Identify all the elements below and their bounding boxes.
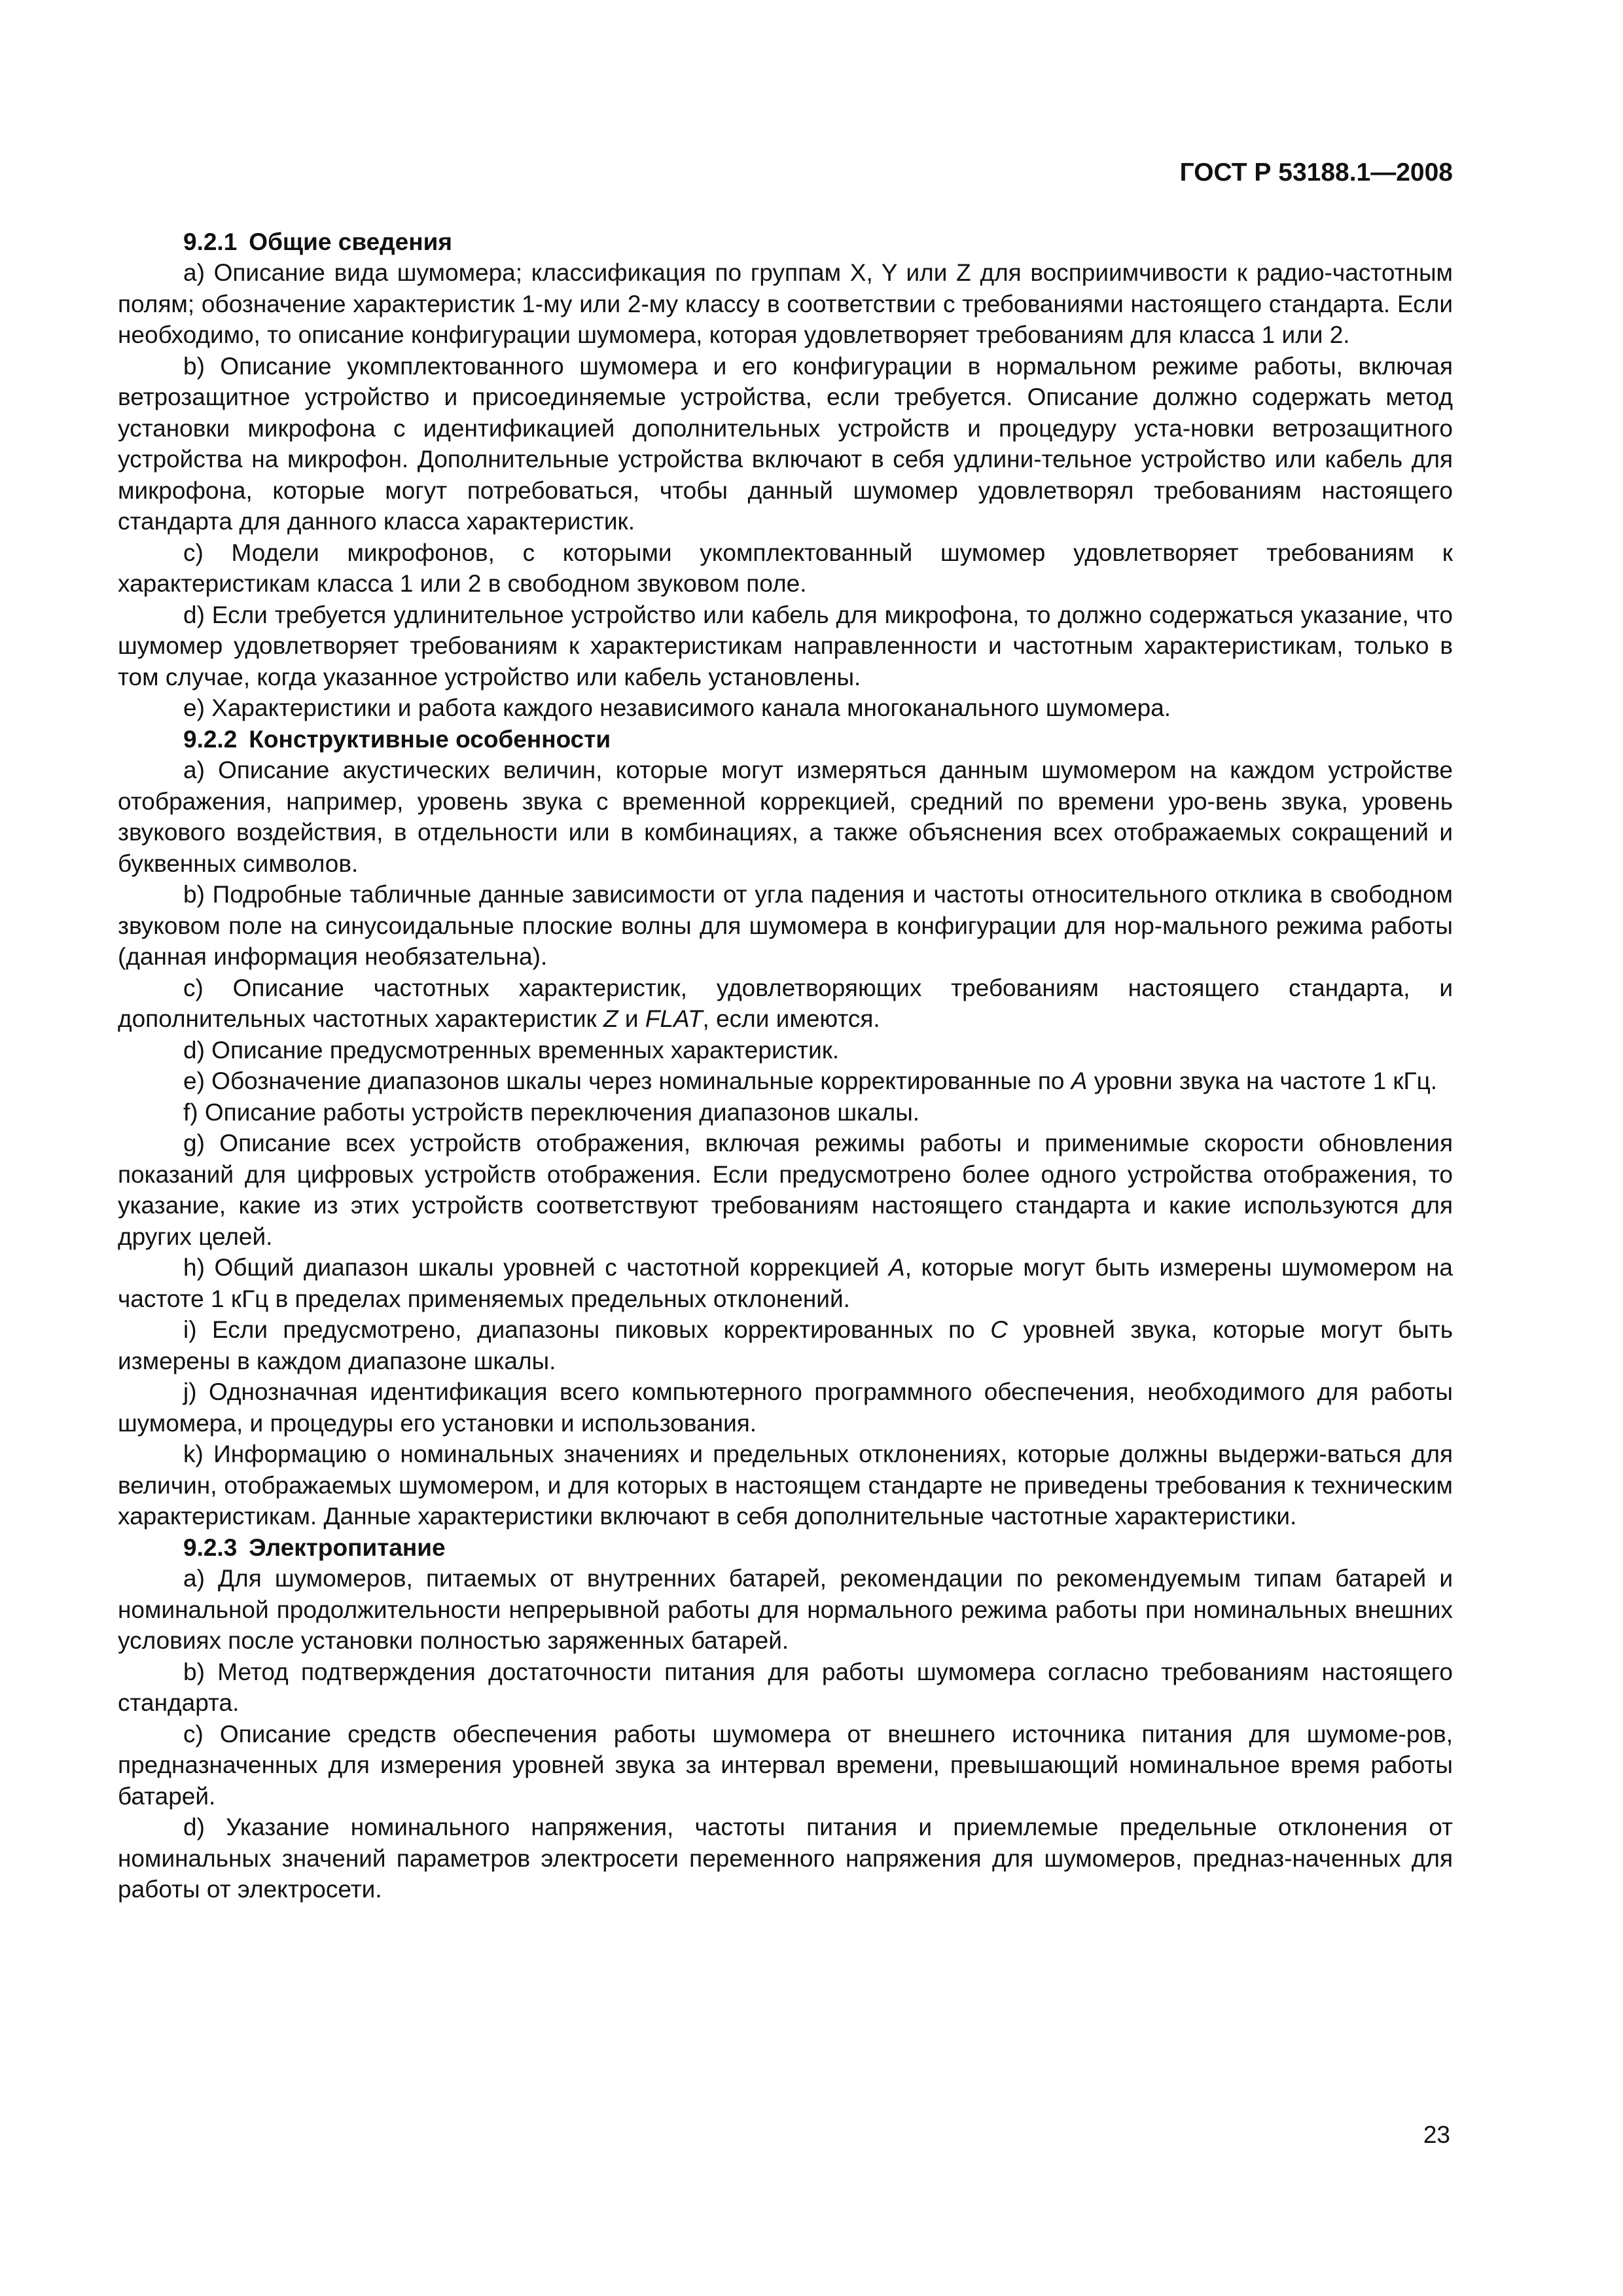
paragraph-text: b) Описание укомплектованного шумомера и его конфигурации в нормальном режиме работы, включая ветрозащитное устройство и присоединяемые устройства, если требуется. Описание должно содержать метод установки микрофона с идентификацией дополнительных устройств и процедуру уста-новки ветрозащитного устройства на микрофон. Дополнительные устройства включают в себя удлини-тельное устройство или кабель для микрофона, которые могут потребоваться, чтобы данный шумомер удовлетворял требованиям настоящего стандарта для данного класса характеристик. xyxy=(118,352,1453,535)
paragraph xyxy=(118,1376,1453,1439)
paragraph-text: а) Описание вида шумомера; классификация по группам X, Y или Z для восприимчивости к радио-частотным полям; обозначение характеристик 1-му или 2-му классу в соответствии с требованиями настоящего стандарта. Если необходимо, то описание конфигурации шумомера, которая удовлетворяет требованиям для класса 1 или 2. xyxy=(118,259,1453,348)
paragraph-text: с) Модели микрофонов, с которыми укомплектованный шумомер удовлетворяет требованиям к характеристикам класса 1 или 2 в свободном звуковом поле. xyxy=(118,539,1453,597)
paragraph xyxy=(118,537,1453,600)
paragraph xyxy=(118,1657,1453,1719)
paragraph-text: i) Если предусмотрено, диапазоны пиковых корректированных по xyxy=(183,1316,991,1343)
section-heading xyxy=(118,1532,1453,1564)
paragraph-text: k) Информацию о номинальных значениях и предельных отклонениях, которые должны выдержи-ваться для величин, отображаемых шумомером, и для которых в настоящем стандарте не приведены требования к техническим характеристикам. Данные характеристики включают в себя дополнительные частотные характеристики. xyxy=(118,1441,1453,1530)
paragraph-text: d) Если требуется удлинительное устройство или кабель для микрофона, то должно содержаться указание, что шумомер удовлетворяет требованиям к характеристикам направленности и частотным характеристикам, только в том случае, когда указанное устройство или кабель установлены. xyxy=(118,601,1453,691)
page-number: 23 xyxy=(1423,2121,1450,2148)
paragraph xyxy=(118,1812,1453,1905)
document-body xyxy=(118,226,1453,1905)
document-header: ГОСТ Р 53188.1—2008 xyxy=(1179,158,1453,187)
paragraph xyxy=(118,1066,1453,1097)
paragraph xyxy=(118,1252,1453,1314)
paragraph xyxy=(118,1719,1453,1812)
paragraph-text: уровни звука на частоте 1 кГц. xyxy=(1087,1067,1438,1094)
italic-symbol: А xyxy=(1071,1067,1088,1094)
paragraph xyxy=(118,600,1453,693)
section-title: Электропитание xyxy=(249,1534,446,1561)
section-number: 9.2.2 xyxy=(183,725,238,753)
paragraph-text: с) Описание средств обеспечения работы шумомера от внешнего источника питания для шумоме-ров, предназначенных для измерения уровней звука за интервал времени, превышающий номинальное время работы батарей. xyxy=(118,1720,1453,1810)
paragraph xyxy=(118,257,1453,351)
paragraph-text: g) Описание всех устройств отображения, включая режимы работы и применимые скорости обновления показаний для цифровых устройств отображения. Если предусмотрено более одного устройства отображения, то указание, какие из этих устройств соответствуют требованиям настоящего стандарта и какие используются для других целей. xyxy=(118,1130,1453,1250)
paragraph xyxy=(118,755,1453,879)
paragraph xyxy=(118,351,1453,537)
italic-symbol: С xyxy=(990,1316,1008,1343)
paragraph xyxy=(118,879,1453,973)
paragraph xyxy=(118,973,1453,1035)
section-title: Конструктивные особенности xyxy=(249,725,611,753)
section-title: Общие сведения xyxy=(249,228,452,255)
paragraph-text: b) Метод подтверждения достаточности питания для работы шумомера согласно требованиям настоящего стандарта. xyxy=(118,1658,1453,1716)
paragraph-text: j) Однозначная идентификация всего компьютерного программного обеспечения, необходимого для работы шумомера, и процедуры его установки и использования. xyxy=(118,1378,1453,1437)
paragraph-text: а) Описание акустических величин, которые могут измеряться данным шумомером на каждом устройстве отображения, например, уровень звука с временной коррекцией, средний по времени уро-вень звука, уровень звукового воздействия, в отдельности или в комбинациях, а также объяснения всех отображаемых сокращений и буквенных символов. xyxy=(118,757,1453,877)
paragraph xyxy=(118,1439,1453,1532)
paragraph-text: d) Описание предусмотренных временных характеристик. xyxy=(183,1036,840,1064)
paragraph xyxy=(118,1314,1453,1376)
section-number: 9.2.1 xyxy=(183,228,238,255)
paragraph xyxy=(118,1128,1453,1252)
italic-symbol: А xyxy=(889,1254,905,1281)
paragraph-text: с) Описание частотных характеристик, удовлетворяющих требованиям настоящего стандарта, и дополнительных частотных характеристик xyxy=(118,974,1453,1032)
italic-symbol: Z xyxy=(603,1005,618,1032)
paragraph xyxy=(118,692,1453,724)
paragraph xyxy=(118,1097,1453,1128)
paragraph xyxy=(118,1035,1453,1066)
paragraph-text: е) Характеристики и работа каждого независимого канала многоканального шумомера. xyxy=(183,694,1171,721)
paragraph-text: и xyxy=(618,1005,645,1032)
section-number: 9.2.3 xyxy=(183,1534,238,1561)
italic-symbol: FLAT xyxy=(645,1005,703,1032)
paragraph-text: е) Обозначение диапазонов шкалы через номинальные корректированные по xyxy=(183,1067,1071,1094)
paragraph-text: d) Указание номинального напряжения, частоты питания и приемлемые предельные отклонения от номинальных значений параметров электросети переменного напряжения для шумомеров, предназ-наченных для работы от электросети. xyxy=(118,1814,1453,1903)
section-heading xyxy=(118,724,1453,755)
paragraph-text: f) Описание работы устройств переключения диапазонов шкалы. xyxy=(183,1098,920,1126)
section-heading xyxy=(118,226,1453,258)
paragraph-text: h) Общий диапазон шкалы уровней с частотной коррекцией xyxy=(183,1254,889,1281)
paragraph-text: , если имеются. xyxy=(702,1005,880,1032)
paragraph-text: а) Для шумомеров, питаемых от внутренних батарей, рекомендации по рекомендуемым типам батарей и номинальной продолжительности непрерывной работы для нормального режима работы при номинальных внешних условиях после установки полностью заряженных батарей. xyxy=(118,1565,1453,1654)
paragraph-text: b) Подробные табличные данные зависимости от угла падения и частоты относительного отклика в свободном звуковом поле на синусоидальные плоские волны для шумомера в конфигурации для нор-мального режима работы (данная информация необязательна). xyxy=(118,881,1453,970)
paragraph-text: , которые могут быть измерены шумомером на частоте 1 кГц в пределах применяемых предельных отклонений. xyxy=(118,1254,1453,1312)
paragraph-text: уровней звука, которые могут быть измерены в каждом диапазоне шкалы. xyxy=(118,1316,1453,1374)
paragraph xyxy=(118,1563,1453,1657)
